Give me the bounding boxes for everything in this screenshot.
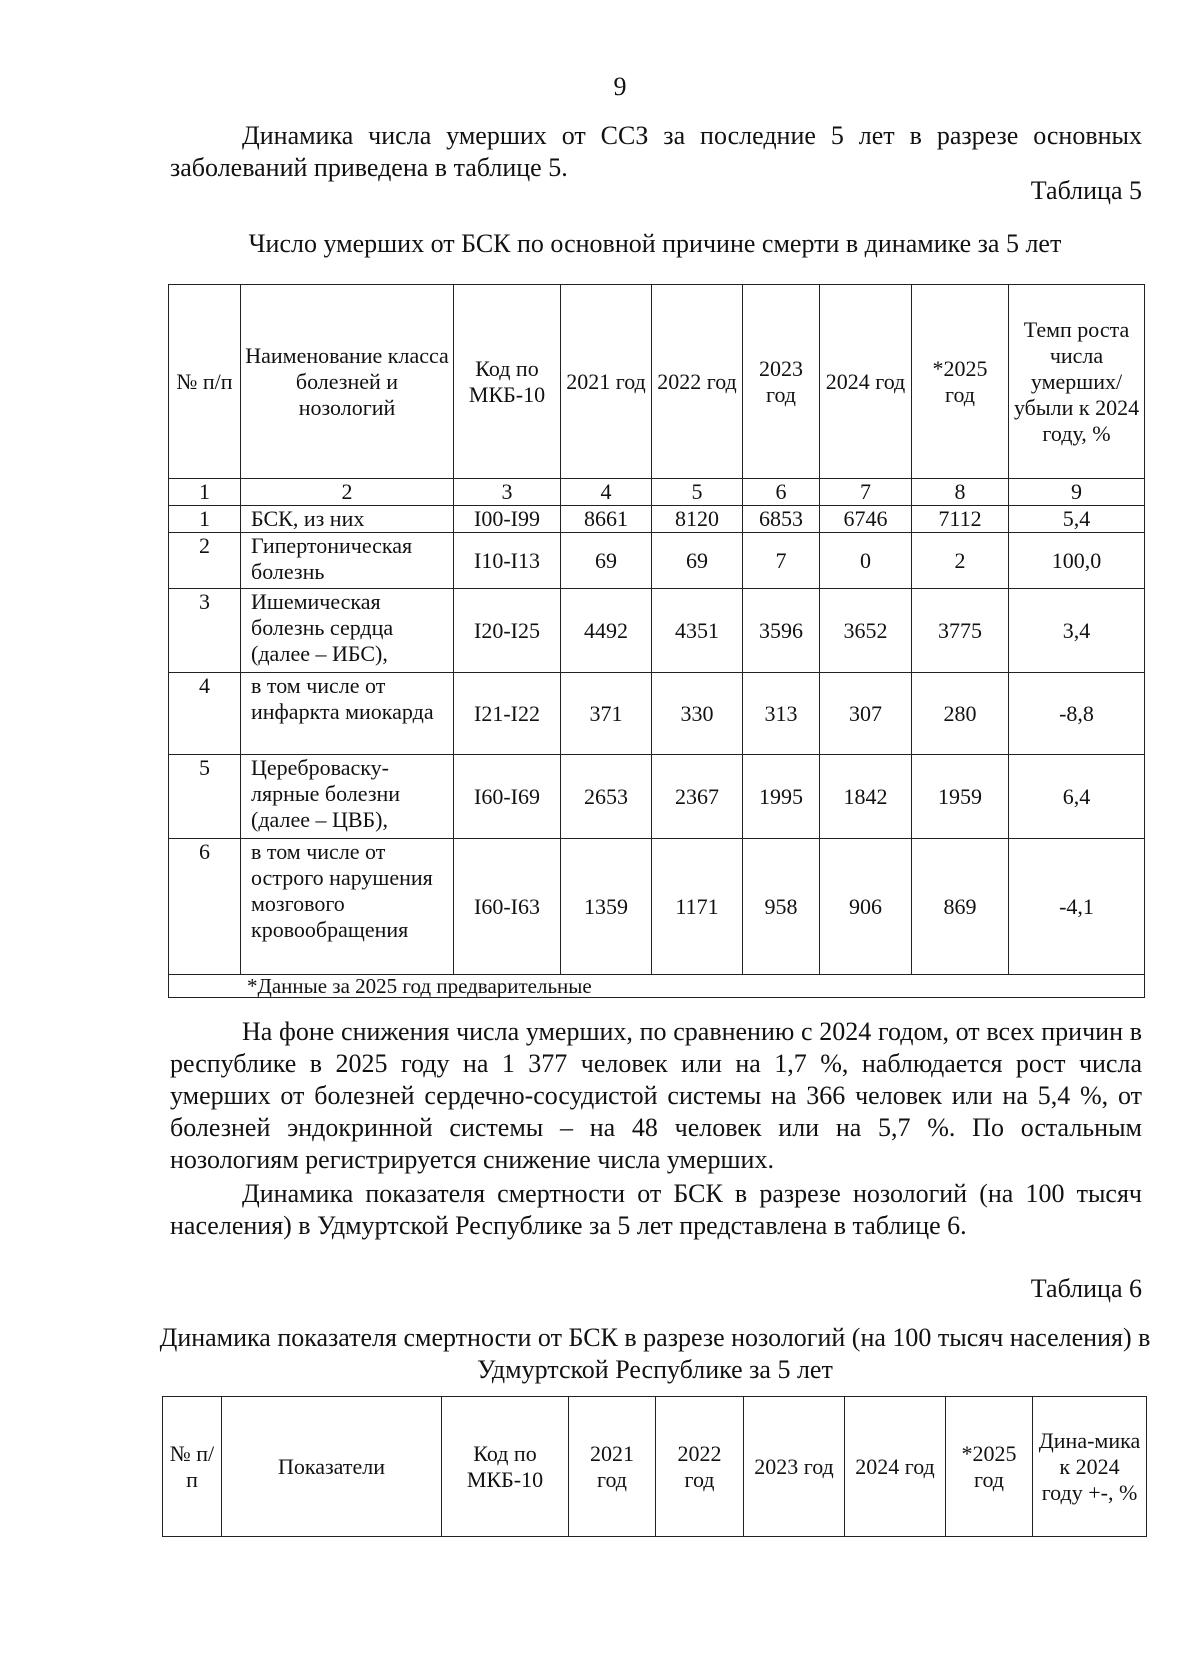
value-2022: 69 — [652, 533, 743, 589]
table-row — [169, 755, 1145, 839]
row-name: в том числе от острого нарушения мозгового кровообращения — [241, 839, 454, 975]
table6-header-cell: 2024 год — [845, 1397, 946, 1537]
table5 — [168, 284, 1145, 998]
value-2024: 3652 — [820, 589, 912, 673]
table6-caption: Динамика показателя смертности от БСК в разрезе нозологий (на 100 тысяч населения) в Удмуртской Республике за 5 лет — [159, 1323, 1151, 1384]
column-number: 4 — [561, 479, 652, 506]
table5-header-cell: *2025 год — [912, 285, 1009, 479]
table-row — [169, 506, 1145, 533]
value-2021: 1359 — [561, 839, 652, 975]
column-number: 9 — [1009, 479, 1145, 506]
table6-header-cell: Дина-мика к 2024 году +-, % — [1033, 1397, 1147, 1537]
growth-rate: 5,4 — [1009, 506, 1145, 533]
row-name: БСК, из них — [241, 506, 454, 533]
column-number: 3 — [454, 479, 561, 506]
value-2022: 1171 — [652, 839, 743, 975]
row-number: 3 — [169, 589, 241, 673]
row-name: Ишемическая болезнь сердца (далее – ИБС), — [241, 589, 454, 673]
table-row — [169, 839, 1145, 975]
table6-label: Таблица 6 — [1030, 1274, 1142, 1303]
value-2025: 7112 — [912, 506, 1009, 533]
value-2025: 869 — [912, 839, 1009, 975]
value-2022: 330 — [652, 673, 743, 755]
column-number: 2 — [241, 479, 454, 506]
value-2023: 6853 — [743, 506, 820, 533]
page-number: 9 — [613, 72, 627, 101]
value-2023: 1995 — [743, 755, 820, 839]
value-2024: 906 — [820, 839, 912, 975]
value-2022: 4351 — [652, 589, 743, 673]
table6-header-cell: Код по МКБ-10 — [442, 1397, 569, 1537]
table5-header-row — [169, 285, 1145, 479]
row-name: Цереброваску-лярные болезни (далее – ЦВБ), — [241, 755, 454, 839]
table6 — [162, 1396, 1147, 1537]
column-number: 7 — [820, 479, 912, 506]
table5-footnote-row — [169, 975, 1145, 998]
value-2021: 8661 — [561, 506, 652, 533]
value-2024: 307 — [820, 673, 912, 755]
icd-code: I00-I99 — [454, 506, 561, 533]
row-name: в том числе от инфаркта миокарда — [241, 673, 454, 755]
growth-rate: 3,4 — [1009, 589, 1145, 673]
value-2021: 2653 — [561, 755, 652, 839]
table5-header-cell: 2023 год — [743, 285, 820, 479]
row-number: 2 — [169, 533, 241, 589]
column-number: 8 — [912, 479, 1009, 506]
growth-rate: -4,1 — [1009, 839, 1145, 975]
table6-header-cell: *2025 год — [946, 1397, 1033, 1537]
table-row — [169, 673, 1145, 755]
value-2025: 280 — [912, 673, 1009, 755]
value-2023: 958 — [743, 839, 820, 975]
value-2025: 2 — [912, 533, 1009, 589]
icd-code: I60-I69 — [454, 755, 561, 839]
row-number: 1 — [169, 506, 241, 533]
value-2023: 7 — [743, 533, 820, 589]
table5-caption: Число умерших от БСК по основной причине смерти в динамике за 5 лет — [248, 229, 1062, 258]
value-2023: 313 — [743, 673, 820, 755]
paragraph-3: Динамика показателя смертности от БСК в разрезе нозологий (на 100 тысяч населения) в Удмуртской Республике за 5 лет представлена в таблице 6. — [170, 1179, 1142, 1240]
table-row — [169, 533, 1145, 589]
table5-column-numbers-row — [169, 479, 1145, 506]
row-name: Гипертоническая болезнь — [241, 533, 454, 589]
column-number: 1 — [169, 479, 241, 506]
value-2022: 8120 — [652, 506, 743, 533]
row-number: 4 — [169, 673, 241, 755]
table6-header-cell: 2021 год — [569, 1397, 656, 1537]
paragraph-2: На фоне снижения числа умерших, по сравнению с 2024 годом, от всех причин в республике в 2025 году на 1 377 человек или на 1,7 %, наблюдается рост числа умерших от болезней сердечно-сосудистой системы на 366 человек или на 5,4 %, от болезней эндокринной системы – на 48 человек или на 5,7 %. По остальным нозологиям регистрируется снижение числа умерших. — [170, 1017, 1142, 1174]
icd-code: I60-I63 — [454, 839, 561, 975]
growth-rate: -8,8 — [1009, 673, 1145, 755]
value-2021: 4492 — [561, 589, 652, 673]
growth-rate: 6,4 — [1009, 755, 1145, 839]
row-number: 6 — [169, 839, 241, 975]
icd-code: I21-I22 — [454, 673, 561, 755]
value-2021: 371 — [561, 673, 652, 755]
table5-header-cell: Код по МКБ-10 — [454, 285, 561, 479]
table5-footnote: *Данные за 2025 год предварительные — [169, 975, 1145, 998]
value-2024: 1842 — [820, 755, 912, 839]
value-2022: 2367 — [652, 755, 743, 839]
table5-header-cell: Наименование класса болезней и нозологий — [241, 285, 454, 479]
growth-rate: 100,0 — [1009, 533, 1145, 589]
table6-header-row — [163, 1397, 1147, 1537]
icd-code: I10-I13 — [454, 533, 561, 589]
intro-paragraph: Динамика числа умерших от ССЗ за последние 5 лет в разрезе основных заболеваний приведена в таблице 5. — [170, 121, 1142, 182]
value-2025: 1959 — [912, 755, 1009, 839]
row-number: 5 — [169, 755, 241, 839]
table5-header-cell: 2024 год — [820, 285, 912, 479]
table5-header-cell: 2021 год — [561, 285, 652, 479]
value-2021: 69 — [561, 533, 652, 589]
table-row — [169, 589, 1145, 673]
icd-code: I20-I25 — [454, 589, 561, 673]
table5-header-cell: 2022 год — [652, 285, 743, 479]
table5-header-cell: Темп роста числа умерших/ убыли к 2024 году, % — [1009, 285, 1145, 479]
column-number: 5 — [652, 479, 743, 506]
column-number: 6 — [743, 479, 820, 506]
table5-label: Таблица 5 — [1030, 176, 1142, 205]
table6-header-cell: № п/п — [163, 1397, 222, 1537]
table6-header-cell: 2023 год — [744, 1397, 845, 1537]
value-2025: 3775 — [912, 589, 1009, 673]
table5-header-cell: № п/п — [169, 285, 241, 479]
value-2024: 6746 — [820, 506, 912, 533]
table6-header-cell: 2022 год — [656, 1397, 744, 1537]
value-2024: 0 — [820, 533, 912, 589]
value-2023: 3596 — [743, 589, 820, 673]
table6-header-cell: Показатели — [222, 1397, 442, 1537]
